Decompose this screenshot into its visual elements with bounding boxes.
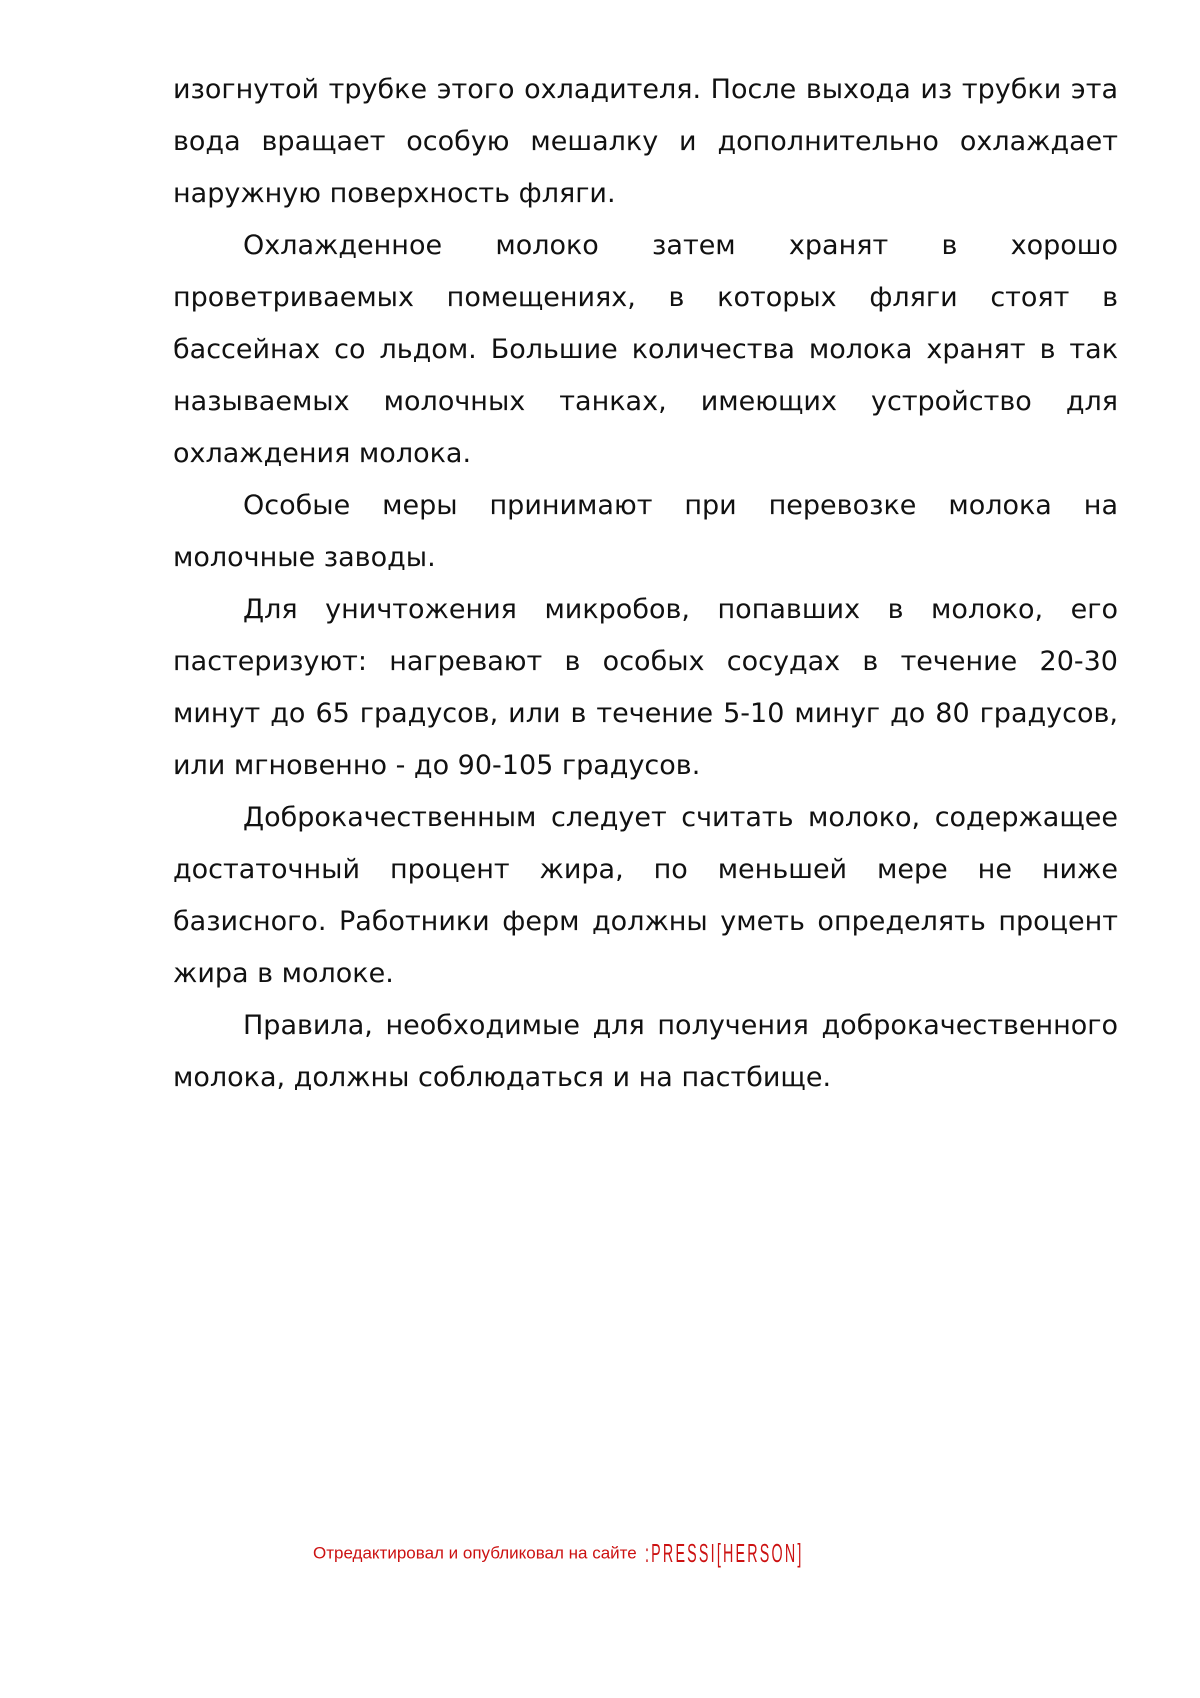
paragraph-5: Доброкачественным следует считать молоко, содержащее достаточный процент жира, по меньшей мере не ниже базисного. Работники ферм должны уметь определять процент жира в молоке.	[173, 802, 1118, 989]
body-text	[173, 64, 1118, 1104]
paragraph-1: изогнутой трубке этого охладителя. После выхода из трубки эта вода вращает особую мешалку и дополнительно охлаждает наружную поверхность фляги.	[173, 74, 1118, 209]
footer-label: Отредактировал и опубликовал на сайте	[313, 1543, 637, 1563]
paragraph-4: Для уничтожения микробов, попавших в молоко, его пастеризуют: нагревают в особых сосудах в течение 20-30 минут до 65 градусов, или в течение 5-10 минуг до 80 градусов, или мгновенно - до 90-105 градусов.	[173, 594, 1118, 781]
site-logo[interactable]: :PRESSI[HERSON]	[645, 1538, 805, 1568]
publisher-footer	[313, 1538, 934, 1578]
paragraph-2: Охлажденное молоко затем хранят в хорошо проветриваемых помещениях, в которых фляги стоят в бассейнах со льдом. Большие количества молока хранят в так называемых молочных танках, имеющих устройство для охлаждения молока.	[173, 230, 1118, 469]
paragraph-3: Особые меры принимают при перевозке молока на молочные заводы.	[173, 490, 1118, 573]
paragraph-6: Правила, необходимые для получения доброкачественного молока, должны соблюдаться и на пастбище.	[173, 1010, 1118, 1093]
